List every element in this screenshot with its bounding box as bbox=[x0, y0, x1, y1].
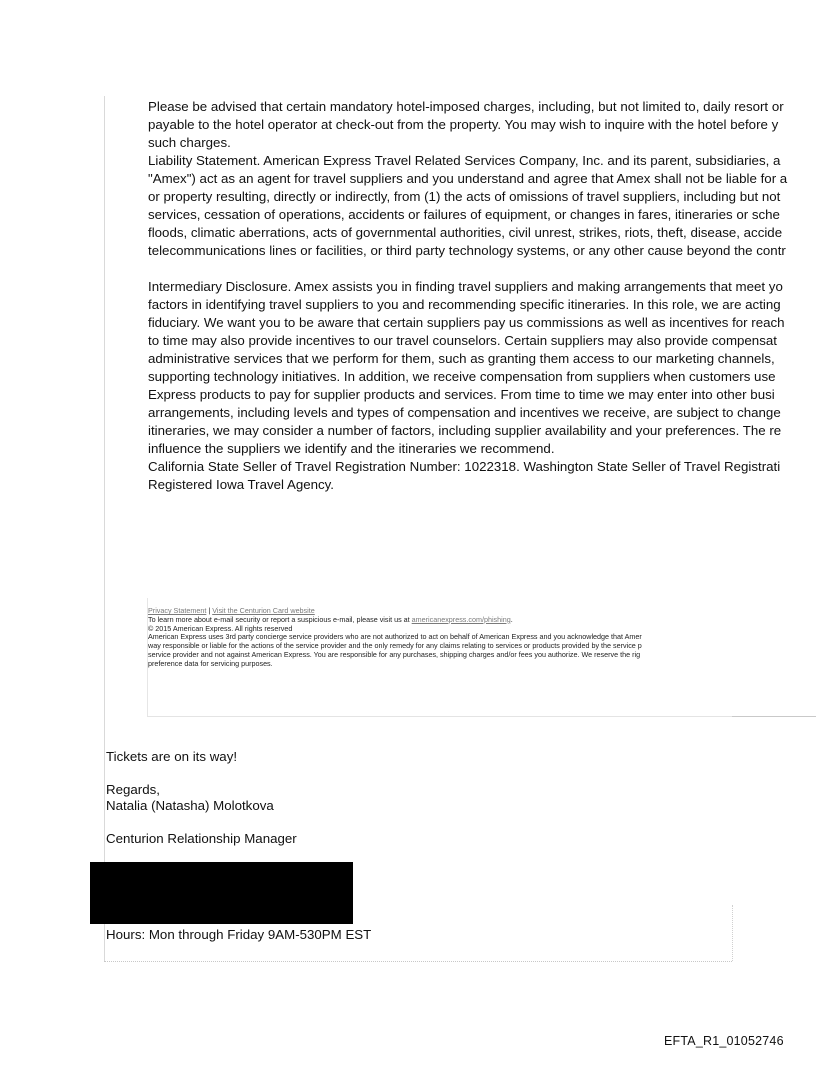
paragraph-line: floods, climatic aberrations, acts of governmental authorities, civil unrest, strikes, riots, theft, disease, accide bbox=[148, 225, 783, 240]
footer-border-bottom bbox=[147, 716, 816, 717]
phishing-link[interactable]: americanexpress.com/phishing bbox=[411, 614, 511, 624]
hotel-charges-paragraph bbox=[148, 98, 816, 152]
disclaimer-line: way responsible or liable for the actions of the service provider and the only remedy for any claims relating to services or products provided by the service p bbox=[148, 641, 642, 651]
paragraph-line: to time may also provide incentives to our travel counselors. Certain suppliers may also provide compensat bbox=[148, 333, 777, 348]
paragraph-line: Registered Iowa Travel Agency. bbox=[148, 477, 335, 492]
paragraph-line: factors in identifying travel suppliers to you and recommending specific itineraries. In this role, we are acting bbox=[148, 297, 781, 312]
email-footer bbox=[148, 607, 816, 669]
disclaimer-line: service provider and not against American Express. You are responsible for any purchases, shipping charges and/or fees you authorize. We reserve the rig bbox=[148, 649, 641, 659]
sender-name: Natalia (Natasha) Molotkova bbox=[106, 798, 274, 813]
paragraph-line: Please be advised that certain mandatory hotel-imposed charges, including, but not limited to, daily resort or bbox=[148, 99, 784, 114]
tickets-message: Tickets are on its way! bbox=[106, 749, 238, 764]
centurion-website-link[interactable]: Visit the Centurion Card website bbox=[212, 606, 315, 615]
paragraph-line: arrangements, including levels and types of compensation and incentives we receive, are subject to change bbox=[148, 405, 781, 420]
paragraph-line: fiduciary. We want you to be aware that certain suppliers pay us commissions as well as incentives for reach bbox=[148, 315, 785, 330]
phishing-notice-text: To learn more about e-mail security or report a suspicious e-mail, please visit us at bbox=[148, 614, 412, 624]
intermediary-disclosure-paragraph bbox=[148, 278, 816, 458]
paragraph-line: services, cessation of operations, accidents or failures of equipment, or changes in fares, itineraries or sche bbox=[148, 207, 780, 222]
paragraph-line: California State Seller of Travel Registration Number: 1022318. Washington State Seller of Travel Registrati bbox=[148, 459, 781, 474]
quote-border-left bbox=[104, 96, 105, 962]
paragraph-line: itineraries, we may consider a number of factors, including supplier availability and your preferences. The re bbox=[148, 423, 782, 438]
phishing-notice-end: . bbox=[510, 614, 513, 624]
paragraph-line: "Amex") act as an agent for travel suppliers and you understand and agree that Amex shall not be liable for a bbox=[148, 171, 788, 186]
paragraph-line: telecommunications lines or facilities, or third party technology systems, or any other cause beyond the contr bbox=[148, 243, 786, 258]
paragraph-line: administrative services that we perform for them, such as granting them access to our marketing channels, bbox=[148, 351, 775, 366]
liability-statement-paragraph bbox=[148, 152, 816, 260]
copyright-notice: © 2015 American Express. All rights reserved bbox=[148, 623, 293, 633]
paragraph-line: or property resulting, directly or indirectly, from (1) the acts of omissions of travel suppliers, including but not bbox=[148, 189, 781, 204]
disclaimer-line: American Express uses 3rd party concierge service providers who are not authorized to act on behalf of American Express and you acknowledge that Amer bbox=[148, 632, 642, 642]
signature-border-right bbox=[732, 905, 733, 961]
disclaimer-line: preference data for servicing purposes. bbox=[148, 658, 273, 668]
paragraph-line: Intermediary Disclosure. Amex assists you in finding travel suppliers and making arrangements that meet yo bbox=[148, 279, 783, 294]
quote-border-bottom bbox=[104, 961, 732, 962]
paragraph-line: such charges. bbox=[148, 135, 231, 150]
office-hours: Hours: Mon through Friday 9AM-530PM EST bbox=[106, 927, 372, 942]
sender-title: Centurion Relationship Manager bbox=[106, 831, 297, 846]
regards-line: Regards, bbox=[106, 782, 160, 797]
footer-link-separator: | bbox=[206, 606, 213, 615]
paragraph-line: influence the suppliers we identify and the itineraries we recommend. bbox=[148, 441, 555, 456]
paragraph-line: supporting technology initiatives. In addition, we receive compensation from suppliers when customers use bbox=[148, 369, 776, 384]
paragraph-line: Liability Statement. American Express Travel Related Services Company, Inc. and its parent, subsidiaries, a bbox=[148, 153, 781, 168]
privacy-statement-link[interactable]: Privacy Statement bbox=[148, 606, 207, 615]
paragraph-line: Express products to pay for supplier products and services. From time to time we may enter into other busi bbox=[148, 387, 775, 402]
registration-paragraph bbox=[148, 458, 816, 494]
paragraph-line: payable to the hotel operator at check-out from the property. You may wish to inquire with the hotel before y bbox=[148, 117, 779, 132]
redaction-box bbox=[90, 862, 353, 924]
bates-number: EFTA_R1_01052746 bbox=[664, 1034, 784, 1048]
footer-border-bottom-accent bbox=[732, 716, 816, 717]
